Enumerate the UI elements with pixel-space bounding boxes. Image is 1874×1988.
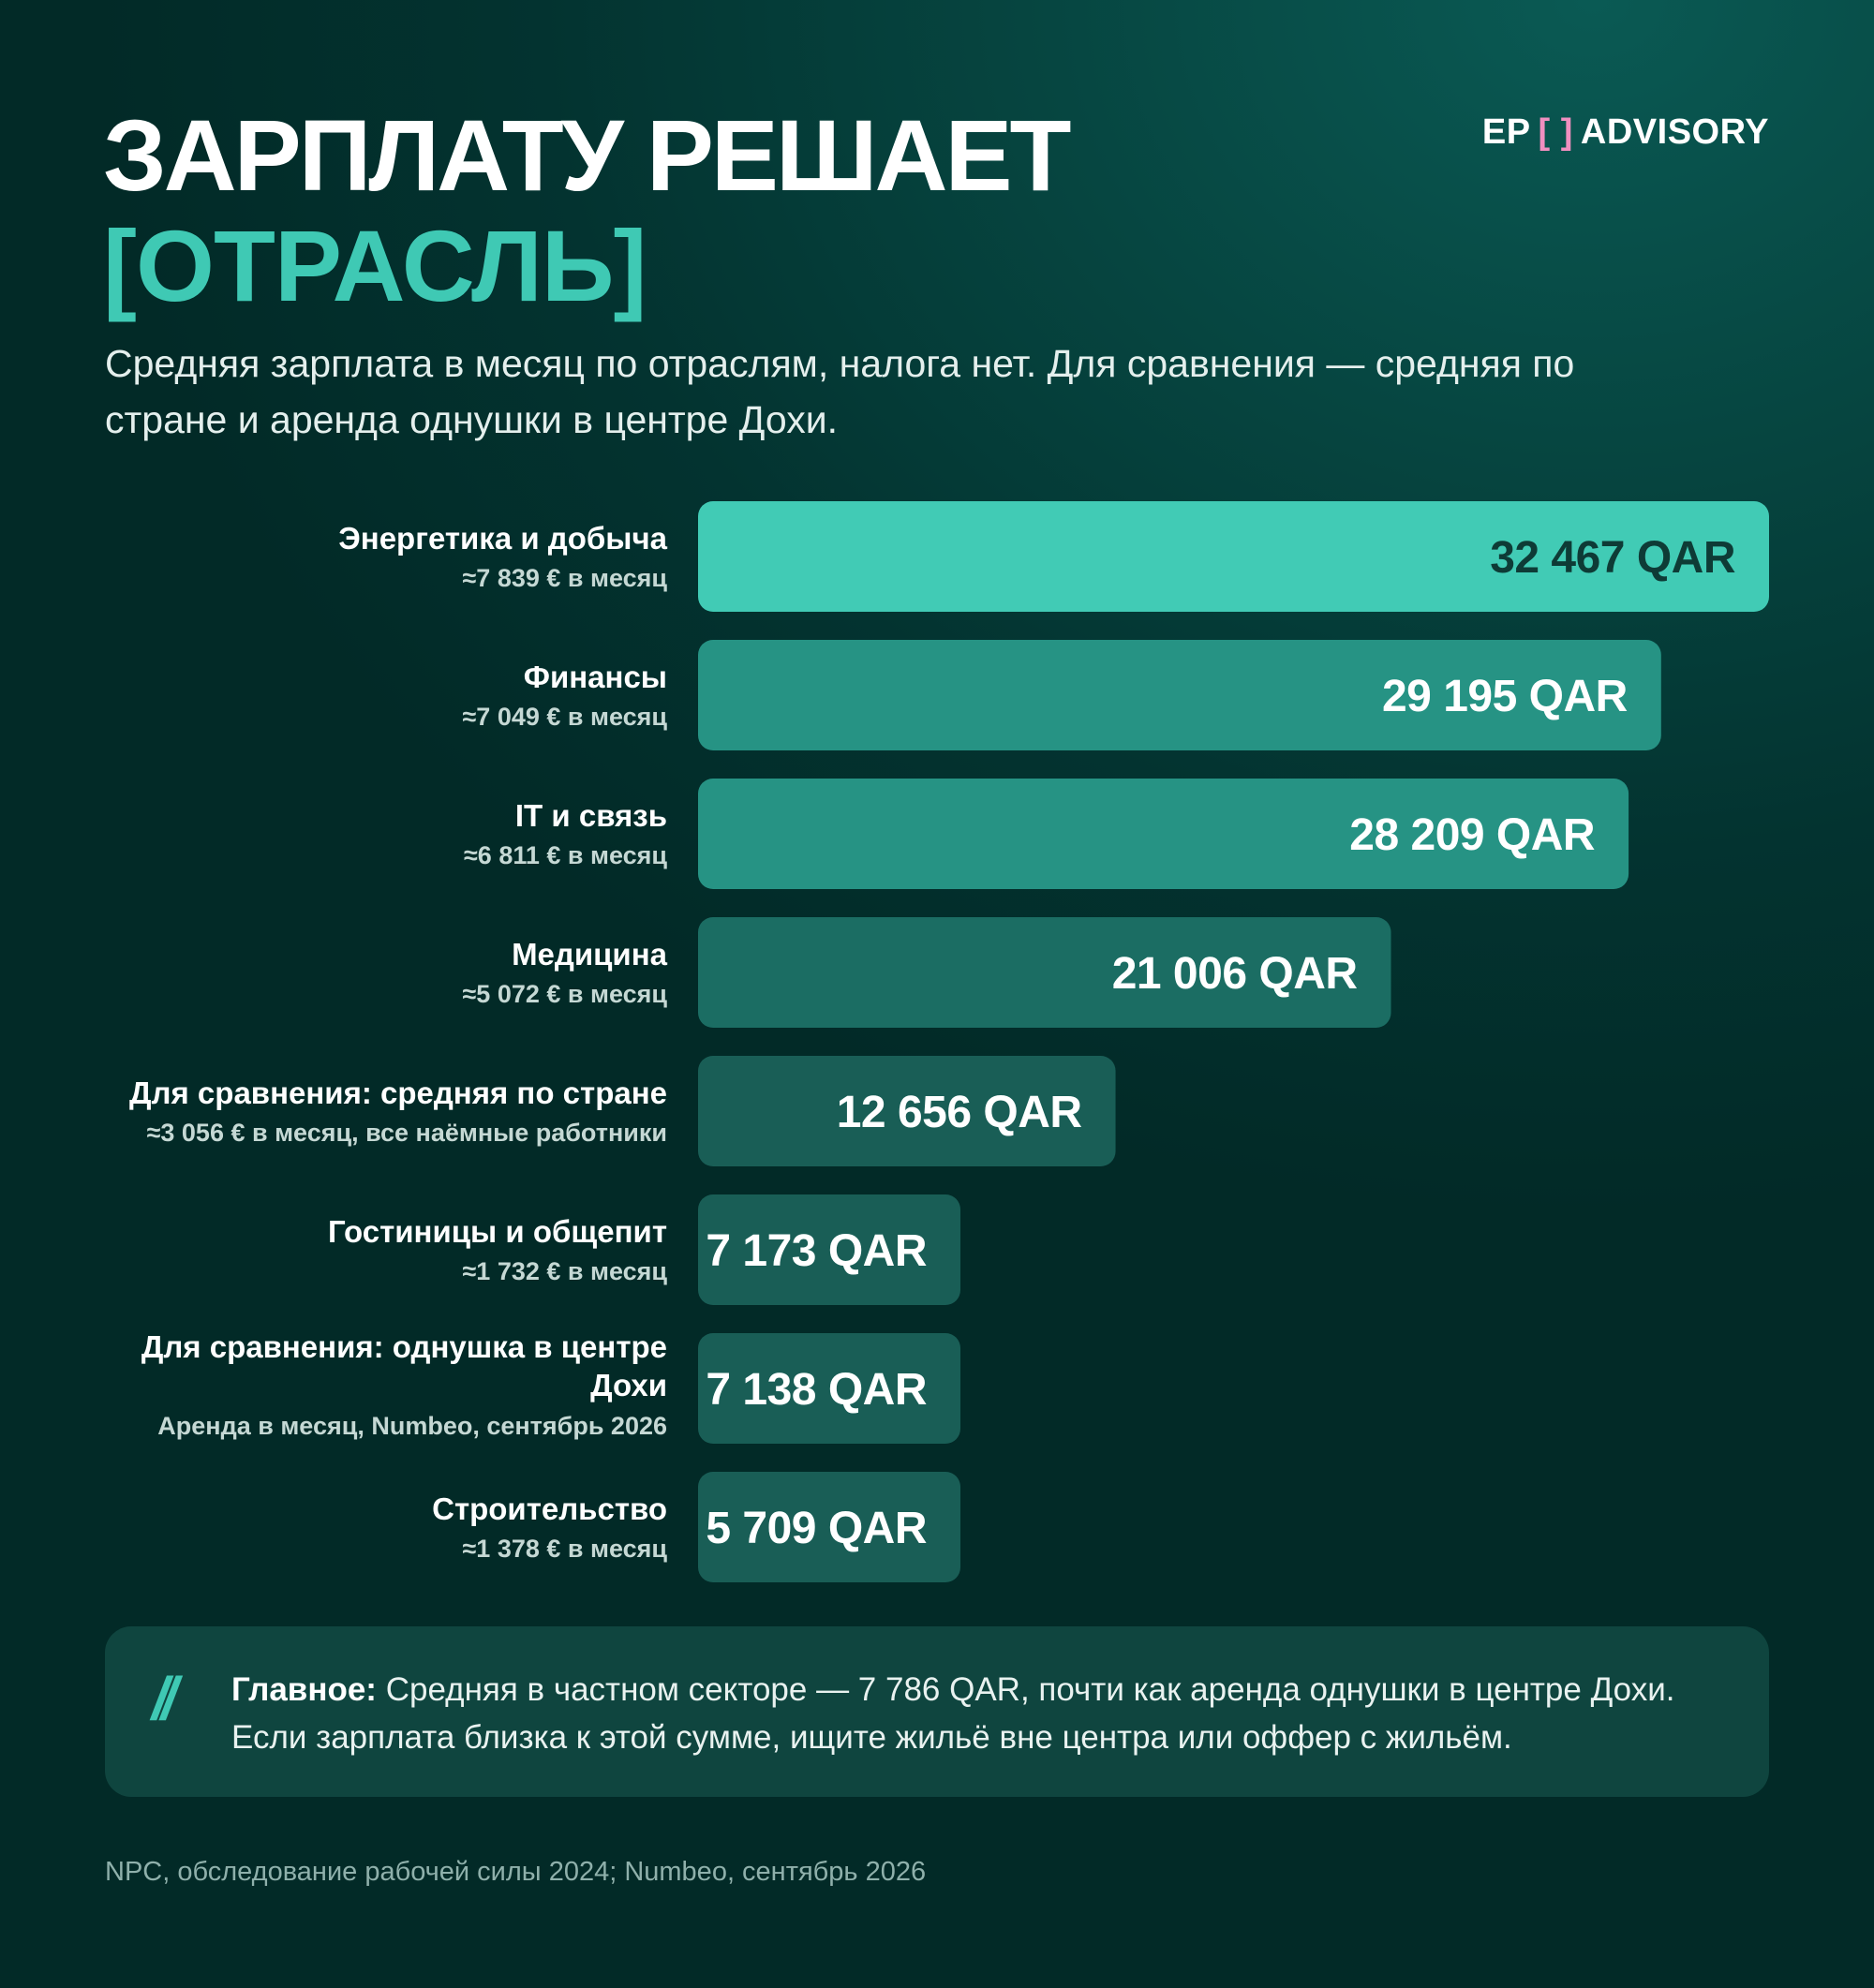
logo-right: ADVISORY bbox=[1580, 112, 1769, 152]
category-sublabel-2: ≈7 049 € в месяц bbox=[462, 703, 667, 731]
category-sublabel-4: ≈5 072 € в месяц bbox=[462, 980, 667, 1008]
quote-slash-icon: // bbox=[152, 1665, 171, 1732]
logo-bracket: [ ] bbox=[1538, 112, 1573, 152]
bar-value-label-2: 29 195 QAR bbox=[1381, 672, 1628, 721]
source-note: NPC, обследование рабочей силы 2024; Numbeo, сентябрь 2026 bbox=[105, 1857, 927, 1887]
bar-value-label-7: 7 138 QAR bbox=[706, 1365, 927, 1415]
callout-lead: Главное: bbox=[231, 1671, 377, 1708]
category-sublabel-1: ≈7 839 € в месяц bbox=[462, 564, 667, 592]
bar-value-label-3: 28 209 QAR bbox=[1349, 810, 1596, 860]
chart-subtitle: Средняя зарплата в месяц по отраслям, налога нет. Для сравнения — средняя по стране и аренда однушки в центре Дохи. bbox=[105, 342, 1575, 441]
category-sublabel-8: ≈1 378 € в месяц bbox=[462, 1535, 667, 1563]
category-label-8: Строительство bbox=[432, 1491, 667, 1526]
category-sublabel-7: Аренда в месяц, Numbeo, сентябрь 2026 bbox=[157, 1412, 667, 1440]
bar-value-label-5: 12 656 QAR bbox=[836, 1088, 1082, 1137]
category-label-7-line-1: Для сравнения: однушка в центре bbox=[141, 1329, 667, 1364]
bar-value-label-1: 32 467 QAR bbox=[1490, 533, 1735, 583]
callout-text bbox=[231, 1666, 1740, 1761]
bar-value-label-6: 7 173 QAR bbox=[706, 1226, 927, 1276]
logo-left: EP bbox=[1481, 112, 1531, 152]
title-line-2: [ОТРАСЛЬ] bbox=[103, 209, 647, 322]
callout-body: Средняя в частном секторе — 7 786 QAR, почти как аренда однушки в центре Дохи. Если зарплата близка к этой сумме, ищите жильё вне центра или оффер с жильём. bbox=[231, 1671, 1675, 1756]
title-line-1: ЗАРПЛАТУ РЕШАЕТ bbox=[103, 98, 1069, 212]
category-sublabel-5: ≈3 056 € в месяц, все наёмные работники bbox=[146, 1119, 667, 1147]
bar-value-label-4: 21 006 QAR bbox=[1111, 949, 1358, 999]
category-sublabel-6: ≈1 732 € в месяц bbox=[462, 1257, 667, 1285]
category-sublabel-3: ≈6 811 € в месяц bbox=[463, 841, 667, 869]
category-label-7-line-2: Дохи bbox=[590, 1368, 667, 1402]
category-label-6: Гостиницы и общепит bbox=[327, 1214, 667, 1249]
category-label-4: Медицина bbox=[512, 937, 667, 972]
key-takeaway-callout bbox=[105, 1626, 1769, 1797]
category-label-1: Энергетика и добыча bbox=[338, 521, 667, 556]
category-label-5: Для сравнения: средняя по стране bbox=[129, 1076, 667, 1110]
category-label-2: Финансы bbox=[523, 660, 667, 694]
bar-value-label-8: 5 709 QAR bbox=[706, 1504, 927, 1553]
category-label-3: IT и связь bbox=[514, 798, 667, 833]
